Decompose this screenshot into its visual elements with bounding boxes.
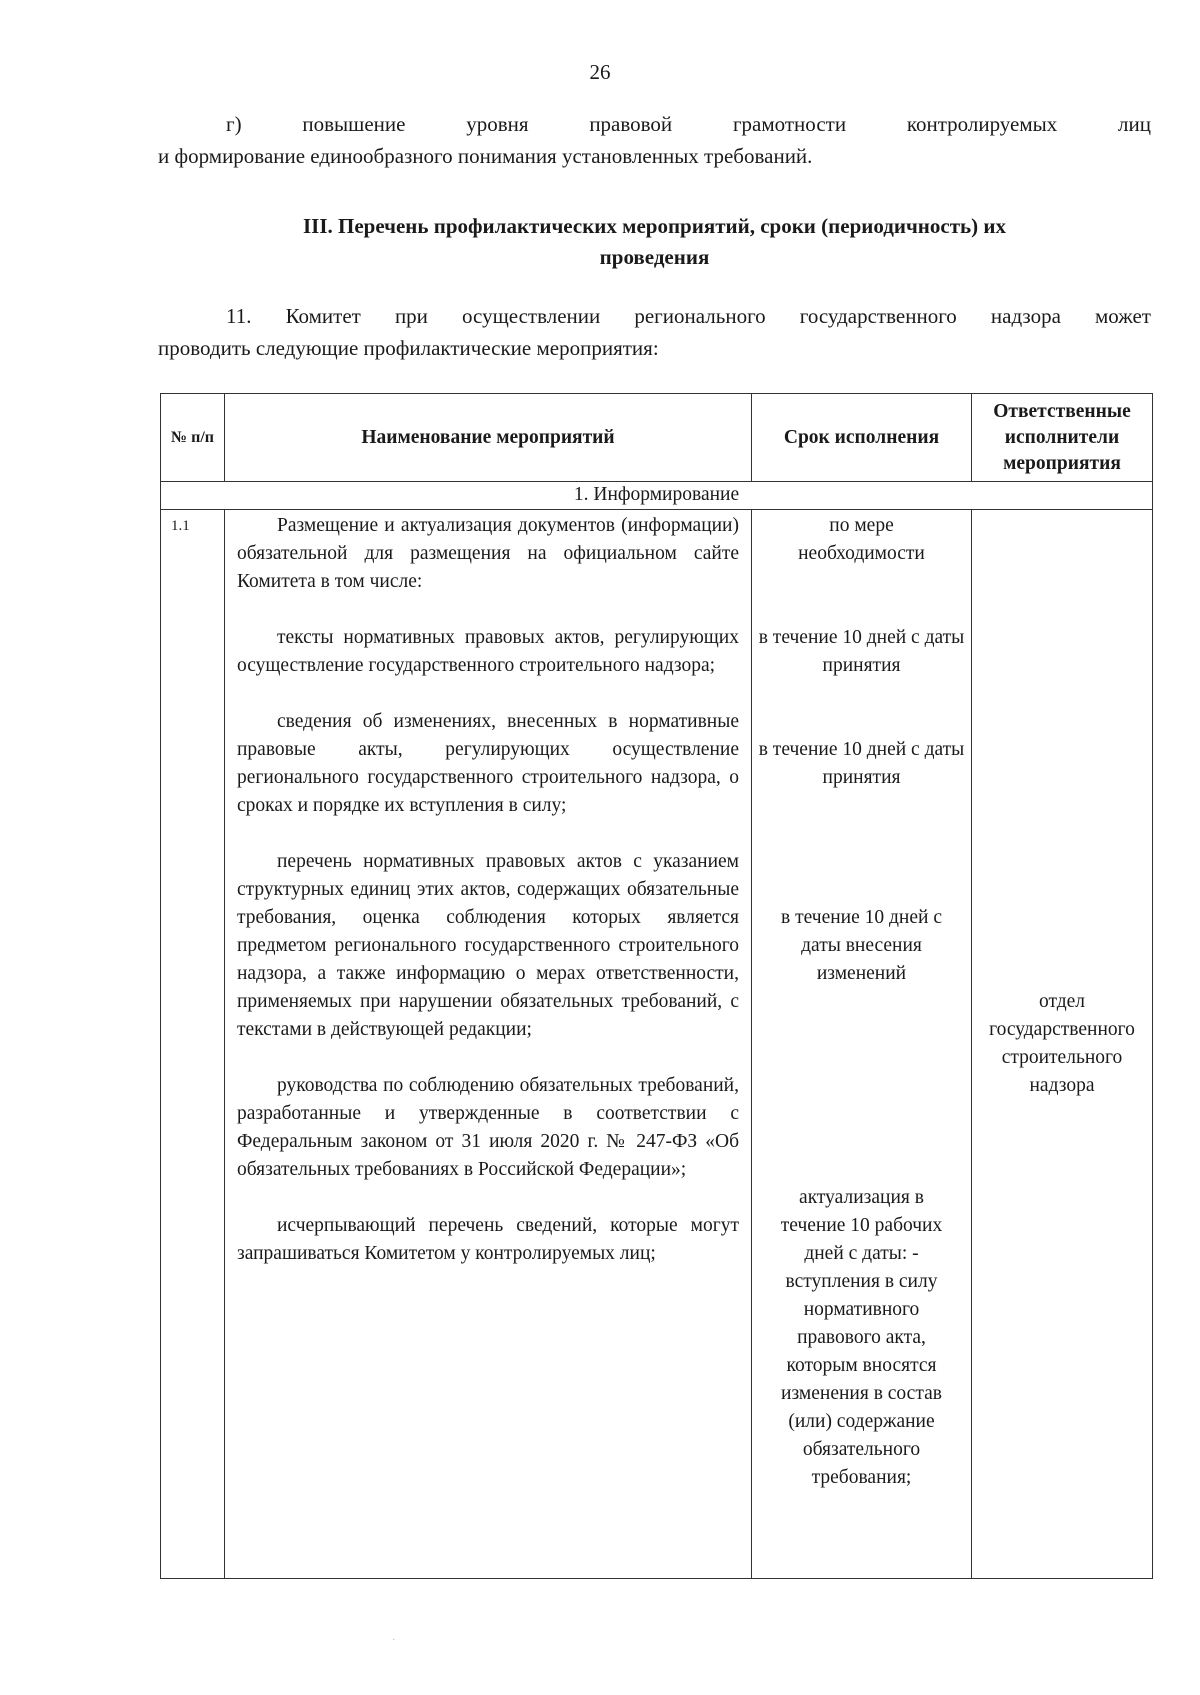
paragraph-11: [158, 300, 1151, 364]
intro-line-2: и формирование единообразного понимания установленных требований.: [158, 144, 813, 168]
section-title: [158, 211, 1151, 273]
deadline-cell: [752, 510, 972, 1579]
page-number: 26: [589, 60, 611, 84]
group-title: 1. Информирование: [161, 482, 1153, 510]
deadline-item: в течение 10 дней с даты внесения изменений: [781, 907, 942, 984]
row-number: 1.1: [161, 510, 225, 1579]
paragraph-11-line-1: 11. Комитет при осуществлении регионального государственного надзора может: [226, 304, 1151, 328]
scan-speck: ·: [392, 1635, 396, 1646]
group-row: [161, 482, 1153, 510]
activity-item: Размещение и актуализация документов (информации) обязательной для размещения на официальном сайте Комитета в том числе:: [237, 515, 739, 592]
table-row: [161, 510, 1153, 1579]
activity-item: сведения об изменениях, внесенных в нормативные правовые акты, регулирующих осуществление регионального государственного строительного надзора, о сроках и порядке их вступления в силу;: [237, 711, 739, 816]
header-num: № п/п: [161, 394, 225, 482]
section-title-line-2: проведения: [599, 245, 710, 269]
deadline-item: в течение 10 дней с даты принятия: [758, 627, 965, 676]
responsible-cell: отдел государственного строительного надзора: [972, 510, 1153, 1579]
activity-item: исчерпывающий перечень сведений, которые могут запрашиваться Комитетом у контролируемых лиц;: [237, 1215, 739, 1264]
activity-item: тексты нормативных правовых актов, регулирующих осуществление государственного строительного надзора;: [237, 627, 739, 676]
activities-table: [160, 393, 1153, 1579]
intro-line-1: г) повышение уровня правовой грамотности контролируемых лиц: [226, 112, 1151, 136]
table-header-row: [161, 394, 1153, 482]
intro-paragraph: [158, 108, 1151, 172]
header-responsible: Ответственные исполнители мероприятия: [972, 394, 1153, 482]
deadline-item: в течение 10 дней с даты принятия: [758, 739, 965, 788]
section-title-line-1: III. Перечень профилактических мероприятий, сроки (периодичность) их: [302, 214, 1006, 238]
header-name: Наименование мероприятий: [225, 394, 752, 482]
activity-cell: [225, 510, 752, 1579]
deadline-item: актуализация в течение 10 рабочих дней с даты: - вступления в силу нормативного правового акта, которым вносятся изменения в состав (или) содержание обязательного требования;: [780, 1187, 943, 1488]
activity-item: руководства по соблюдению обязательных требований, разработанные и утвержденные в соответствии с Федеральным законом от 31 июля 2020 г. № 247-ФЗ «Об обязательных требованиях в Российской Федерации»;: [237, 1075, 739, 1180]
deadline-item: по мере необходимости: [798, 515, 925, 564]
paragraph-11-line-2: проводить следующие профилактические мероприятия:: [158, 336, 659, 360]
header-deadline: Срок исполнения: [752, 394, 972, 482]
activity-item: перечень нормативных правовых актов с указанием структурных единиц этих актов, содержащих обязательные требования, оценка соблюдения которых является предметом регионального государственного строительного надзора, а также информацию о мерах ответственности, применяемых при нарушении обязательных требований, с текстами в действующей редакции;: [237, 851, 739, 1040]
